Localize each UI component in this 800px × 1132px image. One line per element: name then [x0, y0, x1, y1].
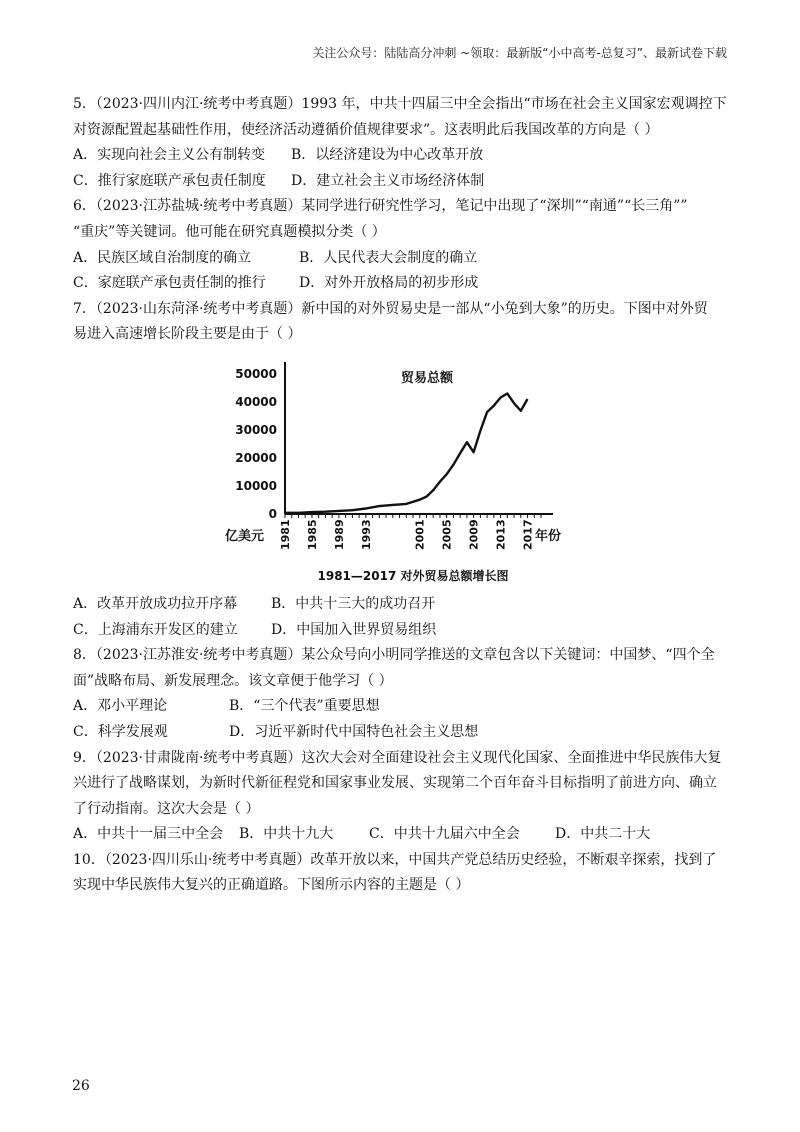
question-10 — [73, 848, 733, 899]
question-6-option-b: B．人民代表大会制度的确立 — [299, 249, 478, 266]
x-tick-label: 2013 — [494, 519, 508, 550]
question-5-options-row-2 — [73, 169, 733, 195]
x-tick-label: 1985 — [305, 519, 319, 550]
question-7-option-d: D．中国加入世界贸易组织 — [271, 621, 437, 638]
question-9-options-row-1 — [73, 822, 733, 848]
question-9-option-a: A．中共十一届三中全会 — [73, 826, 224, 843]
question-5-options-row-1 — [73, 143, 733, 169]
question-5 — [73, 92, 733, 194]
question-8-stem-line-1: 8．（2023·江苏淮安·统考中考真题）某公众号向小明同学推送的文章包含以下关键词：中国梦、“四个全 — [73, 647, 715, 664]
question-5-option-d: D．建立社会主义市场经济体制 — [291, 172, 485, 189]
question-7-option-b: B．中共十三大的成功召开 — [271, 595, 436, 612]
question-6-stem-line-2: “重庆”等关键词。他可能在研究真题模拟分类（ ） — [73, 223, 386, 240]
x-tick-label: 2017 — [521, 519, 535, 550]
question-6-options-row-1 — [73, 246, 733, 272]
question-7-option-a: A．改革开放成功拉开序幕 — [73, 595, 238, 612]
question-6-option-d: D．对外开放格局的初步形成 — [299, 275, 479, 292]
question-5-option-b: B．以经济建设为中心改革开放 — [291, 147, 484, 164]
page-number: 26 — [72, 1078, 90, 1094]
question-7-options-row-2 — [73, 618, 733, 644]
y-tick-label: 40000 — [235, 394, 277, 409]
question-8-stem-line-2: 面”战略布局、新发展理念。该文章便于他学习（ ） — [73, 672, 393, 689]
question-9-stem-line-1: 9．（2023·甘肃陇南·统考中考真题）这次大会对全面建设社会主义现代化国家、全面推进中华民族伟大复 — [73, 749, 722, 766]
question-8-option-d: D．习近平新时代中国特色社会主义思想 — [229, 723, 479, 740]
question-8-options-row-1 — [73, 694, 733, 720]
trade-chart-figure — [73, 354, 733, 588]
question-6-options-row-2 — [73, 271, 733, 297]
y-tick-label: 50000 — [235, 366, 277, 381]
question-7-option-c: C．上海浦东开发区的建立 — [73, 621, 238, 638]
x-tick-label: 1981 — [279, 519, 292, 550]
question-7-stem-line-1: 7．（2023·山东菏泽·统考中考真题）新中国的对外贸易史是一部从“小兔到大象”的历史。下图中对外贸 — [73, 300, 708, 317]
question-6 — [73, 194, 733, 296]
y-tick-label: 10000 — [235, 478, 277, 493]
x-tick-label: 1989 — [332, 519, 346, 550]
y-tick-label: 30000 — [235, 422, 277, 437]
question-9-stem-line-2: 兴进行了战略谋划，为新时代新征程党和国家事业发展、实现第二个百年奋斗目标指明了前进方向、确立 — [73, 775, 717, 792]
question-9-option-d: D．中共二十大 — [555, 826, 651, 843]
question-10-stem-line-1: 10．（2023·四川乐山·统考中考真题）改革开放以来，中国共产党总结历史经验，不断艰辛探索，找到了 — [73, 851, 717, 868]
x-tick-label: 2001 — [413, 519, 427, 550]
chart-title: 1981—2017 对外贸易总额增长图 — [317, 568, 509, 583]
question-7 — [73, 297, 733, 643]
question-7-stem-line-2: 易进入高速增长阶段主要是由于（ ） — [73, 326, 302, 343]
question-6-option-a: A．民族区域自治制度的确立 — [73, 249, 252, 266]
trade-chart — [223, 354, 583, 588]
question-5-stem-line-2: 对资源配置起基础性作用，使经济活动遵循价值规律要求”。这表明此后我国改革的方向是（ ） — [73, 121, 659, 138]
series-label: 贸易总额 — [401, 370, 454, 386]
y-tick-label: 0 — [268, 506, 277, 521]
question-8-option-b: B．“三个代表”重要思想 — [229, 698, 380, 715]
y-axis-unit-label: 亿美元 — [225, 528, 265, 544]
question-6-stem-line-1: 6．（2023·江苏盐城·统考中考真题）某同学进行研究性学习，笔记中出现了“深圳”“南通”“长三角”” — [73, 198, 688, 215]
question-9-stem-line-3: 了行动指南。这次大会是（ ） — [73, 800, 260, 817]
question-9-option-b: B．中共十九大 — [239, 826, 334, 843]
question-9 — [73, 746, 733, 848]
x-tick-label: 1993 — [359, 519, 373, 550]
y-tick-label: 20000 — [235, 450, 277, 465]
question-list — [73, 92, 733, 899]
question-6-option-c: C．家庭联产承包责任制的推行 — [73, 275, 266, 292]
x-tick-label: 2009 — [467, 519, 481, 550]
question-9-option-c: C．中共十九届六中全会 — [369, 826, 520, 843]
question-8-option-a: A．邓小平理论 — [73, 698, 168, 715]
question-5-stem-line-1: 5．（2023·四川内江·统考中考真题）1993 年，中共十四届三中全会指出“市场在社会主义国家宏观调控下 — [73, 96, 727, 112]
trade-total-series-line — [285, 393, 528, 512]
question-5-option-a: A．实现向社会主义公有制转变 — [73, 147, 266, 164]
question-8-option-c: C．科学发展观 — [73, 723, 168, 740]
question-8-options-row-2 — [73, 720, 733, 746]
page-header: 关注公众号：陆陆高分冲刺 ~领取：最新版“小中高考-总复习”、最新试卷下载 — [312, 46, 727, 60]
x-axis-label: 年份 — [535, 528, 562, 544]
question-5-option-c: C．推行家庭联产承包责任制度 — [73, 172, 266, 189]
question-7-options-row-1 — [73, 592, 733, 618]
question-10-stem-line-2: 实现中华民族伟大复兴的正确道路。下图所示内容的主题是（ ） — [73, 877, 470, 894]
x-tick-label: 2005 — [440, 519, 454, 550]
question-8 — [73, 643, 733, 745]
